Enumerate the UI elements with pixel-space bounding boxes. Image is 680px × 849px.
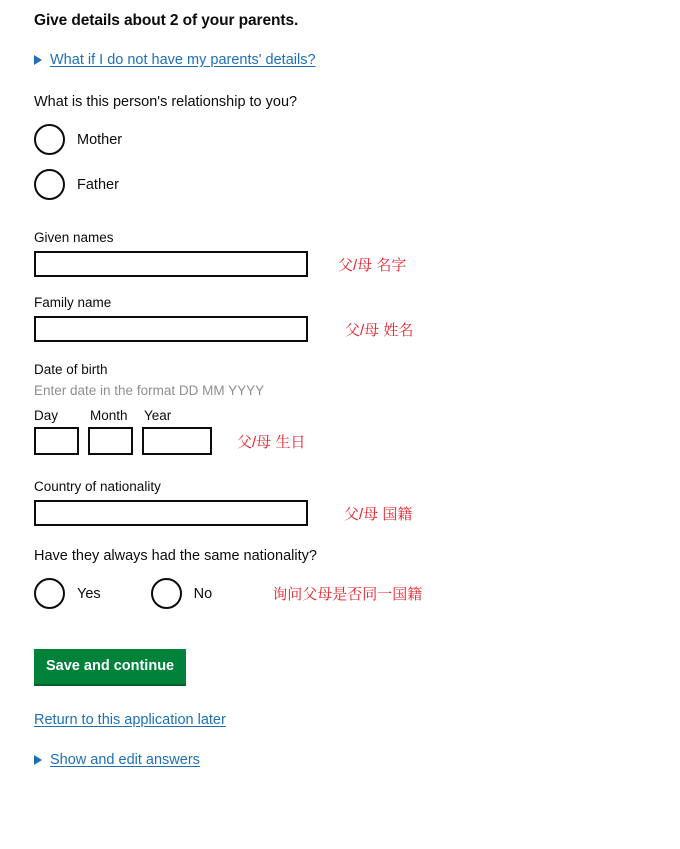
radio-option-mother[interactable] bbox=[34, 124, 646, 155]
show-and-edit-answers-disclosure[interactable] bbox=[34, 752, 200, 768]
date-of-birth-field-group bbox=[34, 362, 646, 455]
given-names-field-group bbox=[34, 230, 646, 277]
month-input[interactable] bbox=[88, 427, 133, 455]
day-input[interactable] bbox=[34, 427, 79, 455]
radio-button-yes[interactable] bbox=[34, 578, 65, 609]
year-input[interactable] bbox=[142, 427, 212, 455]
year-label: Year bbox=[144, 408, 172, 423]
radio-button-mother[interactable] bbox=[34, 124, 65, 155]
given-names-input[interactable] bbox=[34, 251, 308, 277]
day-label: Day bbox=[34, 408, 59, 423]
date-of-birth-hint: Enter date in the format DD MM YYYY bbox=[34, 383, 265, 398]
page-right-margin bbox=[672, 0, 680, 849]
date-of-birth-sublabels bbox=[34, 408, 646, 423]
radio-option-no[interactable] bbox=[151, 578, 213, 609]
relationship-question-label: What is this person's relationship to you? bbox=[34, 94, 298, 110]
return-later-link[interactable]: Return to this application later bbox=[34, 712, 226, 728]
radio-label-mother: Mother bbox=[77, 131, 123, 148]
page-title: Give details about 2 of your parents. bbox=[34, 12, 299, 29]
given-names-label: Given names bbox=[34, 230, 114, 245]
country-of-nationality-label: Country of nationality bbox=[34, 479, 161, 494]
annotation-date-of-birth: 父/母 生日 bbox=[237, 433, 306, 451]
annotation-country-of-nationality: 父/母 国籍 bbox=[344, 505, 413, 523]
radio-option-yes[interactable] bbox=[34, 578, 101, 609]
family-name-label: Family name bbox=[34, 295, 112, 310]
annotation-family-name: 父/母 姓名 bbox=[345, 321, 414, 339]
country-of-nationality-input[interactable] bbox=[34, 500, 308, 526]
show-and-edit-answers-label[interactable]: Show and edit answers bbox=[50, 752, 200, 768]
chevron-right-icon bbox=[34, 755, 42, 765]
radio-button-father[interactable] bbox=[34, 169, 65, 200]
details-disclosure-label[interactable]: What if I do not have my parents' details? bbox=[50, 52, 316, 68]
radio-button-no[interactable] bbox=[151, 578, 182, 609]
radio-label-father: Father bbox=[77, 176, 119, 193]
annotation-given-names: 父/母 名字 bbox=[338, 256, 407, 274]
chevron-right-icon bbox=[34, 55, 42, 65]
radio-option-father[interactable] bbox=[34, 169, 646, 200]
family-name-input[interactable] bbox=[34, 316, 308, 342]
annotation-same-nationality: 询问父母是否同一国籍 bbox=[272, 586, 423, 603]
radio-label-yes: Yes bbox=[77, 585, 101, 602]
save-and-continue-button[interactable]: Save and continue bbox=[34, 649, 186, 686]
same-nationality-field-group bbox=[34, 548, 646, 609]
date-of-birth-label: Date of birth bbox=[34, 362, 108, 377]
month-label: Month bbox=[90, 408, 128, 423]
same-nationality-question-label: Have they always had the same nationality? bbox=[34, 548, 317, 564]
family-name-field-group bbox=[34, 295, 646, 342]
details-disclosure-parents-details[interactable] bbox=[34, 52, 316, 68]
radio-label-no: No bbox=[193, 585, 213, 602]
country-of-nationality-field-group bbox=[34, 479, 646, 526]
